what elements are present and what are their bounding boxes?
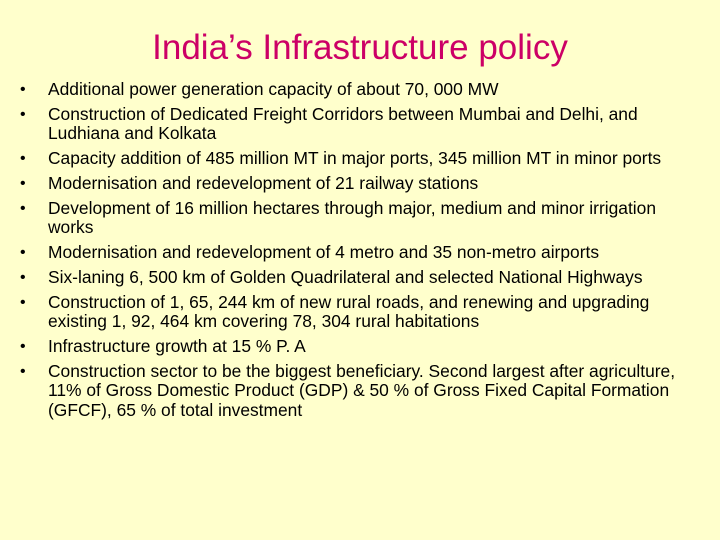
bullet-text: Modernisation and redevelopment of 21 railway stations	[48, 172, 479, 193]
bullet-dot-icon: •	[20, 199, 26, 217]
bullet-text: Six-laning 6, 500 km of Golden Quadrilateral and selected National Highways	[48, 266, 643, 287]
bullet-list	[0, 80, 704, 425]
bullet-text: Development of 16 million hectares through major, medium and minor irrigation works	[48, 197, 657, 238]
bullet-item	[0, 362, 704, 420]
bullet-item	[0, 199, 704, 238]
bullet-text: Capacity addition of 485 million MT in major ports, 345 million MT in minor ports	[48, 148, 662, 169]
bullet-item	[0, 80, 704, 99]
bullet-text: Modernisation and redevelopment of 4 metro and 35 non-metro airports	[48, 242, 600, 263]
bullet-item	[0, 105, 704, 144]
slide-title: India’s Infrastructure policy	[152, 28, 568, 67]
bullet-text: Construction of Dedicated Freight Corridors between Mumbai and Delhi, and Ludhiana and Kolkata	[48, 103, 638, 144]
bullet-dot-icon: •	[20, 268, 26, 286]
bullet-dot-icon: •	[20, 81, 26, 98]
bullet-item	[0, 243, 704, 262]
bullet-dot-icon: •	[20, 338, 26, 356]
bullet-text: Additional power generation capacity of about 70, 000 MW	[48, 79, 499, 99]
bullet-dot-icon: •	[20, 150, 26, 168]
bullet-text: Construction of 1, 65, 244 km of new rural roads, and renewing and upgrading existing 1, 92, 464 km covering 78, 304 rural habitations	[48, 291, 650, 332]
bullet-dot-icon: •	[20, 244, 26, 262]
bullet-dot-icon: •	[20, 293, 26, 311]
bullet-dot-icon: •	[20, 174, 26, 192]
bullet-text: Infrastructure growth at 15 % P. A	[48, 336, 306, 357]
bullet-item	[0, 174, 704, 193]
bullet-item	[0, 268, 704, 287]
bullet-dot-icon: •	[20, 362, 26, 380]
bullet-dot-icon: •	[20, 105, 26, 123]
bullet-text: Construction sector to be the biggest beneficiary. Second largest after agriculture, 11% of Gross Domestic Product (GDP) & 50 % of Gross Fixed Capital Formation (GFCF), 65 % of total investment	[48, 360, 676, 420]
bullet-item	[0, 337, 704, 356]
bullet-item	[0, 293, 704, 332]
bullet-item	[0, 149, 704, 168]
